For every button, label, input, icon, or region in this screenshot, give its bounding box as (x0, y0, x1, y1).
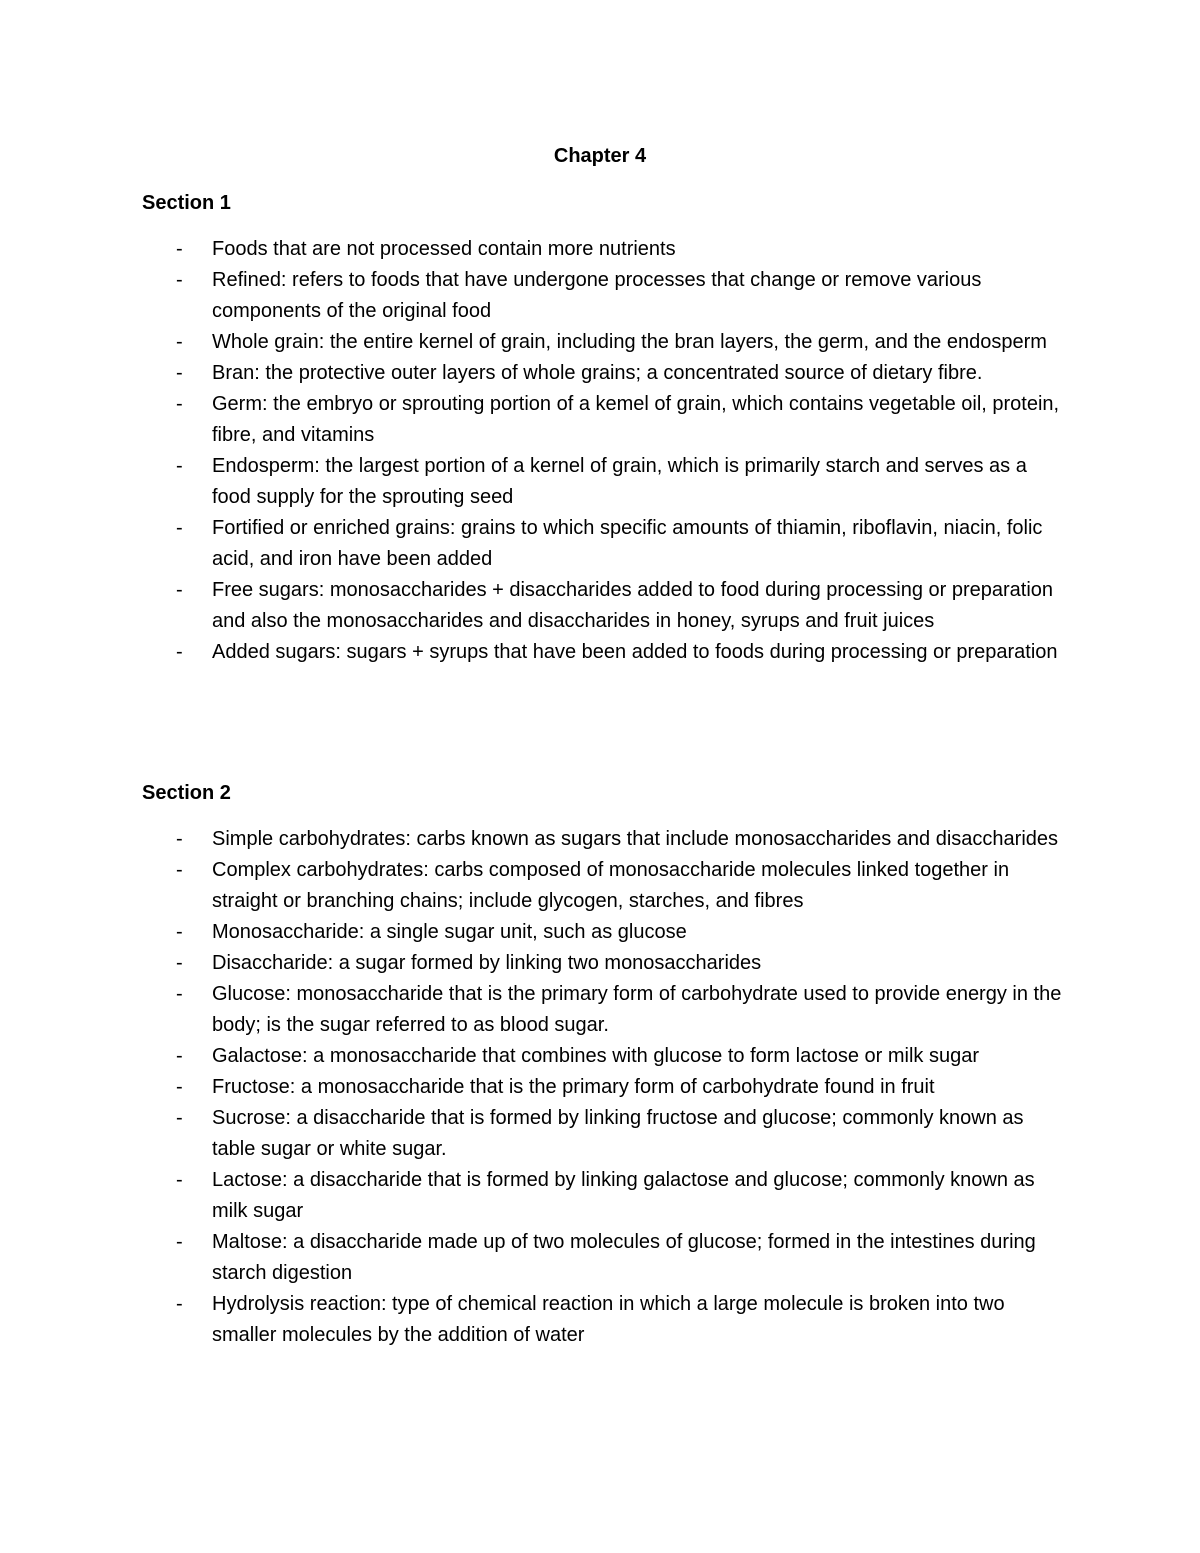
section-2-heading: Section 2 (142, 782, 231, 804)
list-item (0, 824, 1062, 855)
list-item-text: Disaccharide: a sugar formed by linking two monosaccharides (212, 952, 762, 974)
chapter-title: Chapter 4 (553, 145, 647, 167)
list-item-text: Foods that are not processed contain more nutrients (212, 238, 676, 260)
bullet-dash: - (176, 1293, 183, 1315)
bullet-dash: - (176, 983, 183, 1005)
list-item-text: Hydrolysis reaction: type of chemical reaction in which a large molecule is broken into two smaller molecules by the addition of water (212, 1293, 1005, 1346)
bullet-dash: - (176, 455, 183, 477)
list-item (0, 358, 1062, 389)
list-item (0, 1289, 1062, 1351)
section-1-heading: Section 1 (142, 192, 231, 214)
list-item (0, 234, 1062, 265)
list-item (0, 1165, 1062, 1227)
list-item-text: Germ: the embryo or sprouting portion of a kemel of grain, which contains vegetable oil, protein, fibre, and vitamins (212, 393, 1060, 446)
list-item-text: Simple carbohydrates: carbs known as sugars that include monosaccharides and disaccharides (212, 828, 1059, 850)
list-item (0, 1041, 1062, 1072)
bullet-dash: - (176, 517, 183, 539)
list-item-text: Galactose: a monosaccharide that combines with glucose to form lactose or milk sugar (212, 1045, 980, 1067)
list-item-text: Refined: refers to foods that have undergone processes that change or remove various components of the original food (212, 269, 982, 322)
list-item-text: Fructose: a monosaccharide that is the primary form of carbohydrate found in fruit (212, 1076, 935, 1098)
list-item-text: Monosaccharide: a single sugar unit, such as glucose (212, 921, 687, 943)
list-item (0, 917, 1062, 948)
list-item-text: Complex carbohydrates: carbs composed of monosaccharide molecules linked together in straight or branching chains; include glycogen, starches, and fibres (212, 859, 1010, 912)
list-item (0, 1072, 1062, 1103)
bullet-dash: - (176, 393, 183, 415)
bullet-dash: - (176, 362, 183, 384)
bullet-dash: - (176, 579, 183, 601)
list-item (0, 1103, 1062, 1165)
bullet-dash: - (176, 641, 183, 663)
list-item (0, 855, 1062, 917)
bullet-dash: - (176, 238, 183, 260)
bullet-dash: - (176, 331, 183, 353)
list-item (0, 451, 1062, 513)
bullet-dash: - (176, 952, 183, 974)
list-item (0, 513, 1062, 575)
bullet-dash: - (176, 1076, 183, 1098)
list-item (0, 979, 1062, 1041)
bullet-dash: - (176, 1045, 183, 1067)
list-item-text: Sucrose: a disaccharide that is formed by linking fructose and glucose; commonly known as table sugar or white sugar. (212, 1107, 1024, 1160)
bullet-dash: - (176, 828, 183, 850)
list-item-text: Fortified or enriched grains: grains to which specific amounts of thiamin, riboflavin, niacin, folic acid, and iron have been added (212, 517, 1043, 570)
list-item (0, 389, 1062, 451)
list-item-text: Lactose: a disaccharide that is formed by linking galactose and glucose; commonly known as milk sugar (212, 1169, 1035, 1222)
section-1-list (0, 234, 1200, 668)
bullet-dash: - (176, 1107, 183, 1129)
list-item (0, 575, 1062, 637)
list-item (0, 948, 1062, 979)
bullet-dash: - (176, 1231, 183, 1253)
list-item-text: Endosperm: the largest portion of a kernel of grain, which is primarily starch and serves as a food supply for the sprouting seed (212, 455, 1027, 508)
bullet-dash: - (176, 859, 183, 881)
section-2-list (0, 824, 1200, 1351)
bullet-dash: - (176, 269, 183, 291)
list-item-text: Bran: the protective outer layers of whole grains; a concentrated source of dietary fibre. (212, 362, 983, 384)
list-item (0, 265, 1062, 327)
list-item (0, 1227, 1062, 1289)
list-item-text: Glucose: monosaccharide that is the primary form of carbohydrate used to provide energy in the body; is the sugar referred to as blood sugar. (212, 983, 1062, 1036)
list-item-text: Added sugars: sugars + syrups that have been added to foods during processing or preparation (212, 641, 1058, 663)
bullet-dash: - (176, 1169, 183, 1191)
list-item (0, 637, 1062, 668)
bullet-dash: - (176, 921, 183, 943)
list-item (0, 327, 1062, 358)
list-item-text: Maltose: a disaccharide made up of two molecules of glucose; formed in the intestines during starch digestion (212, 1231, 1036, 1284)
list-item-text: Whole grain: the entire kernel of grain, including the bran layers, the germ, and the endosperm (212, 331, 1047, 353)
list-item-text: Free sugars: monosaccharides + disaccharides added to food during processing or preparation and also the monosaccharides and disaccharides in honey, syrups and fruit juices (212, 579, 1054, 632)
